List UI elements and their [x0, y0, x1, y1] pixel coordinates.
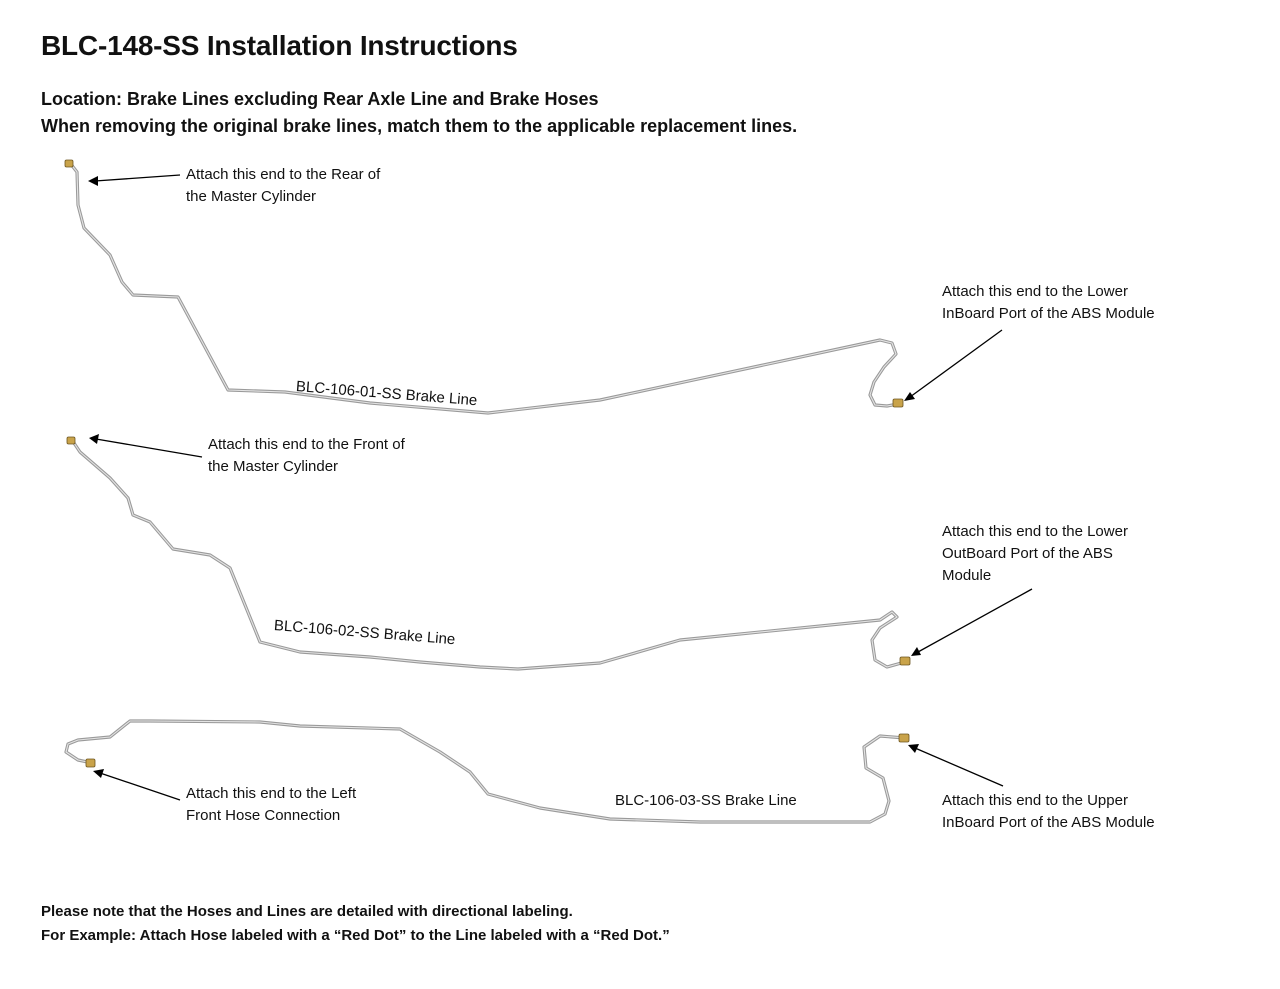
line-2-label: BLC-106-02-SS Brake Line	[273, 617, 456, 649]
callout-text: InBoard Port of the ABS Module	[942, 305, 1155, 322]
directional-labeling-note: Please note that the Hoses and Lines are detailed with directional labeling.	[41, 903, 573, 920]
callout-text: OutBoard Port of the ABS	[942, 545, 1113, 562]
line-1-end-fitting	[893, 399, 903, 407]
line-1-end-callout	[942, 281, 1242, 325]
line-3-end-fitting	[899, 734, 909, 742]
page-title: BLC-148-SS Installation Instructions	[41, 30, 518, 61]
line-2-start-fitting	[67, 437, 75, 444]
callout-text: Attach this end to the Left	[186, 785, 357, 802]
line-3-start-callout	[186, 783, 446, 827]
line-1-label: BLC-106-01-SS Brake Line	[295, 378, 478, 410]
red-dot-example-note: For Example: Attach Hose labeled with a “Red Dot” to the Line labeled with a “Red Dot.”	[41, 927, 670, 944]
callout-text: Front Hose Connection	[186, 807, 341, 824]
line-1-start-callout	[186, 164, 446, 208]
callout-text: InBoard Port of the ABS Module	[942, 814, 1155, 831]
line-3-label: BLC-106-03-SS Brake Line	[615, 792, 797, 809]
line-2-end-fitting	[900, 657, 910, 665]
callout-text: Attach this end to the Lower	[942, 283, 1128, 300]
line-2-start-callout	[208, 434, 468, 478]
line-3-end-callout	[942, 790, 1242, 834]
callout-text: the Master Cylinder	[186, 188, 317, 205]
callout-text: Module	[942, 567, 992, 584]
instructions-subtitle: When removing the original brake lines, match them to the applicable replacement lines.	[41, 116, 798, 136]
callout-text: Attach this end to the Rear of	[186, 166, 381, 183]
location-subtitle: Location: Brake Lines excluding Rear Axle Line and Brake Hoses	[41, 89, 599, 109]
brake-line-2-tube	[72, 440, 905, 669]
callout-text: Attach this end to the Upper	[942, 792, 1128, 809]
callout-text: Attach this end to the Front of	[208, 436, 405, 453]
line-1-start-fitting	[65, 160, 73, 167]
callout-text: the Master Cylinder	[208, 458, 339, 475]
line-3-start-fitting	[86, 759, 95, 767]
line-2-end-callout	[942, 521, 1182, 587]
callout-text: Attach this end to the Lower	[942, 523, 1128, 540]
